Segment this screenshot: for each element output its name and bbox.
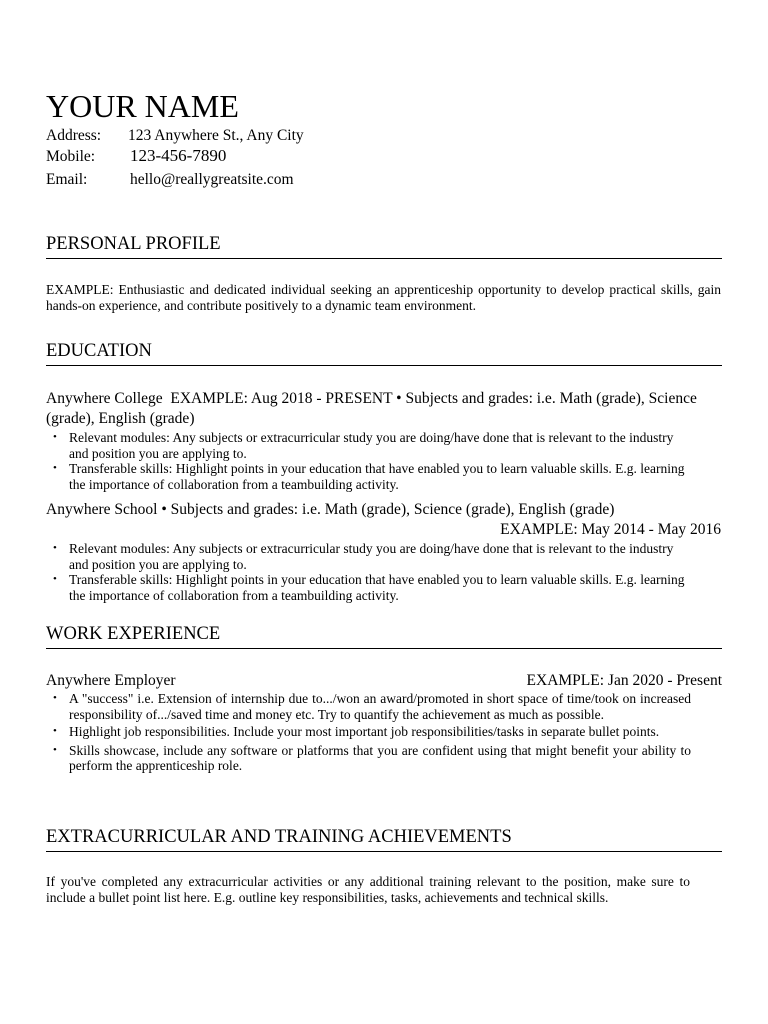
bullet-icon: • xyxy=(53,462,57,474)
list-item: • A "success" i.e. Extension of internship due to.../won an award/promoted in short space of time/took on increased responsibility of.../saved time and money etc. Try to quantify the achievement as much as possible. xyxy=(53,691,691,722)
section-title: WORK EXPERIENCE xyxy=(46,624,221,644)
address-label: Address: xyxy=(46,127,102,144)
section-extracurricular xyxy=(46,826,722,852)
education-bullet-list xyxy=(46,430,691,492)
mobile-value: 123-456-7890 xyxy=(130,146,227,165)
list-item: • Transferable skills: Highlight points in your education that have enabled you to learn valuable skills. E.g. learning the importance of collaboration from a teambuilding activity. xyxy=(53,461,685,492)
education-entry-heading: Anywhere College EXAMPLE: Aug 2018 - PRESENT • Subjects and grades: i.e. Math (grade), Science (grade), English (grade) xyxy=(46,390,701,427)
education-date: EXAMPLE: May 2014 - May 2016 xyxy=(500,521,721,538)
section-education xyxy=(46,340,722,366)
mobile-label: Mobile: xyxy=(46,148,96,165)
bullet-icon: • xyxy=(53,725,57,737)
education-entry-heading: Anywhere School • Subjects and grades: i.e. Math (grade), Science (grade), English (grade) xyxy=(46,501,615,518)
address-value: 123 Anywhere St., Any City xyxy=(128,127,304,144)
work-bullet-list xyxy=(46,691,691,774)
list-item: • Relevant modules: Any subjects or extracurricular study you are doing/have done that is relevant to the industry and position you are applying to. xyxy=(53,430,674,461)
bullet-icon: • xyxy=(53,692,57,704)
bullet-icon: • xyxy=(53,542,57,554)
extracurricular-text: If you've completed any extracurricular activities or any additional training relevant to the position, make sure to include a bullet point list here. E.g. outline key responsibilities, tasks, achievements and technical skills. xyxy=(46,874,690,905)
list-item: • Highlight job responsibilities. Include your most important job responsibilities/tasks in separate bullet points. xyxy=(53,724,660,739)
education-bullet-list xyxy=(46,541,691,603)
email-label: Email: xyxy=(46,171,88,188)
employment-date: EXAMPLE: Jan 2020 - Present xyxy=(526,672,722,689)
profile-text: EXAMPLE: Enthusiastic and dedicated individual seeking an apprenticeship opportunity to develop practical skills, gain hands-on experience, and contribute positively to a dynamic team environment. xyxy=(46,282,721,313)
bullet-icon: • xyxy=(53,743,57,756)
section-work-experience xyxy=(46,623,722,649)
employer-name: Anywhere Employer xyxy=(46,672,176,689)
list-item: • Relevant modules: Any subjects or extracurricular study you are doing/have done that is relevant to the industry and position you are applying to. xyxy=(53,541,674,572)
section-title: EDUCATION xyxy=(46,341,152,361)
candidate-name: YOUR NAME xyxy=(46,88,239,124)
bullet-icon: • xyxy=(53,431,57,443)
list-item: • Transferable skills: Highlight points in your education that have enabled you to learn valuable skills. E.g. learning the importance of collaboration from a teambuilding activity. xyxy=(53,572,685,603)
email-value: hello@reallygreatsite.com xyxy=(130,171,294,188)
bullet-icon: • xyxy=(53,573,57,585)
section-title: EXTRACURRICULAR AND TRAINING ACHIEVEMENTS xyxy=(46,827,512,847)
section-title: PERSONAL PROFILE xyxy=(46,234,221,254)
list-item: • Skills showcase, include any software or platforms that you are confident using that might benefit your ability to perform the apprenticeship role. xyxy=(53,742,691,773)
section-personal-profile xyxy=(46,233,722,259)
